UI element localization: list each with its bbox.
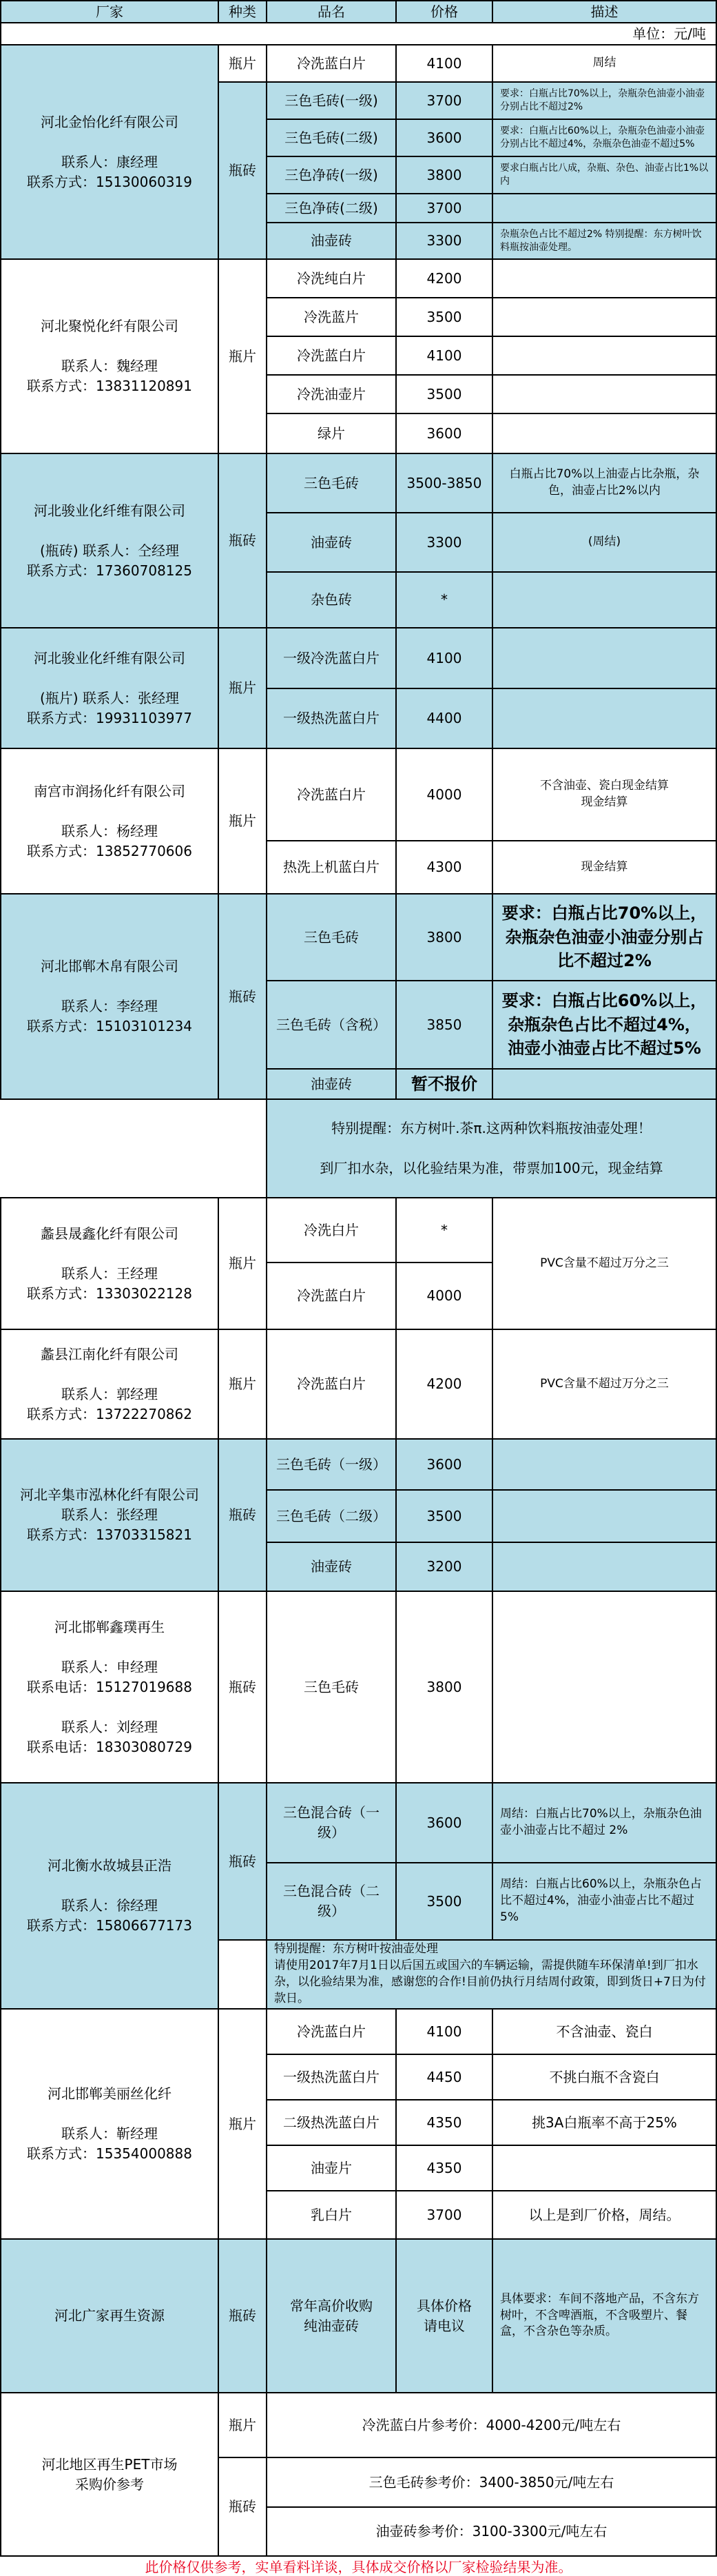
- desc-cell: (周结): [492, 512, 717, 573]
- product-cell: 冷洗蓝白片: [266, 2008, 397, 2055]
- type-cell: 瓶片: [218, 258, 267, 454]
- price-cell: 3500: [395, 297, 493, 337]
- desc-cell: 要求：白瓶占比70%以上，杂瓶杂色油壶小油壶分别占比不超过2%: [492, 81, 717, 120]
- product-cell: 油壶片: [266, 2145, 397, 2191]
- desc-cell: 要求白瓶占比八成，杂瓶、杂色、油壶占比1%以内: [492, 156, 717, 194]
- desc-cell: 具体要求：车间不落地产品，不含东方树叶，不含啤酒瓶，不含吸塑片、餐盒，不含杂色等杂质。: [492, 2238, 717, 2393]
- product-cell: 杂色砖: [266, 571, 397, 628]
- factory-cell: 河北辛集市泓林化纤有限公司 联系人：张经理 联系方式：13703315821: [0, 1438, 219, 1592]
- desc-cell: 不挑白瓶不含瓷白: [492, 2054, 717, 2100]
- price-cell: 3800: [395, 893, 493, 981]
- factory-cell: 蠡县晟鑫化纤有限公司 联系人：王经理 联系方式：13303022128: [0, 1197, 219, 1330]
- desc-cell: PVC含量不超过万分之三: [492, 1197, 717, 1330]
- reference-price: 油壶砖参考价：3100-3300元/吨左右: [266, 2506, 717, 2557]
- product-cell: 冷洗蓝白片: [266, 336, 397, 376]
- price-cell: 3700: [395, 2190, 493, 2240]
- type-cell: 瓶砖: [218, 893, 267, 1100]
- price-cell: 3600: [395, 1782, 493, 1863]
- desc-cell: [492, 1489, 717, 1543]
- factory-cell: 蠡县江南化纤有限公司 联系人：郭经理 联系方式：13722270862: [0, 1329, 219, 1440]
- type-cell: 瓶片: [218, 2008, 267, 2240]
- product-cell: 三色毛砖（含税）: [266, 980, 397, 1070]
- price-cell: 3600: [395, 1438, 493, 1491]
- desc-cell: 白瓶占比70%以上油壶占比杂瓶，杂色，油壶占比2%以内: [492, 453, 717, 513]
- product-cell: 二级热洗蓝白片: [266, 2099, 397, 2146]
- product-cell: 三色毛砖（一级）: [266, 1438, 397, 1491]
- header-product: 品名: [266, 0, 397, 23]
- price-cell: 3300: [395, 512, 493, 573]
- unit-label: 单位：元/吨: [0, 22, 717, 45]
- price-cell: 3500-3850: [395, 453, 493, 513]
- desc-cell: 杂瓶杂色占比不超过2% 特别提醒：东方树叶饮料瓶按油壶处理。: [492, 222, 717, 260]
- factory-cell: 南宫市润扬化纤有限公司 联系人：杨经理 联系方式：13852770606: [0, 748, 219, 895]
- factory-cell: 河北邯郸美丽丝化纤 联系人：靳经理 联系方式：15354000888: [0, 2008, 219, 2240]
- factory-cell: 河北骏业化纤维有限公司 (瓶片) 联系人：张经理 联系方式：19931103977: [0, 627, 219, 749]
- product-cell: 三色混合砖（一级）: [266, 1782, 397, 1863]
- product-cell: 三色毛砖: [266, 1591, 397, 1783]
- type-cell: 瓶片: [218, 2392, 267, 2458]
- product-cell: 绿片: [266, 413, 397, 454]
- price-cell: 4000: [395, 1262, 493, 1330]
- desc-cell: 挑3A白瓶率不高于25%: [492, 2099, 717, 2146]
- product-cell: 冷洗蓝白片: [266, 1262, 397, 1330]
- desc-cell: 要求：白瓶占比60%以上，杂瓶杂色占比不超过4%，油壶小油壶占比不超过5%: [492, 980, 717, 1070]
- price-cell: 3200: [395, 1542, 493, 1592]
- type-cell: 瓶砖: [218, 81, 267, 260]
- factory-cell: 河北地区再生PET市场 采购价参考: [0, 2392, 219, 2557]
- factory-cell: 河北聚悦化纤有限公司 联系人：魏经理 联系方式：13831120891: [0, 258, 219, 454]
- desc-cell: [492, 627, 717, 689]
- reference-price: 冷洗蓝白片参考价：4000-4200元/吨左右: [266, 2392, 717, 2458]
- desc-cell: [492, 1542, 717, 1592]
- desc-cell: 以上是到厂价格，周结。: [492, 2190, 717, 2240]
- desc-cell: 要求：白瓶占比70%以上，杂瓶杂色油壶小油壶分别占比不超过2%: [492, 893, 717, 981]
- desc-cell: PVC含量不超过万分之三: [492, 1329, 717, 1440]
- price-cell: 3700: [395, 81, 493, 120]
- desc-cell: [492, 688, 717, 749]
- product-cell: 热洗上机蓝白片: [266, 840, 397, 895]
- factory-cell: 河北金怡化纤有限公司 联系人：康经理 联系方式：15130060319: [0, 44, 219, 260]
- product-cell: 油壶砖: [266, 222, 397, 260]
- price-cell: 4100: [395, 336, 493, 376]
- product-cell: 三色毛砖: [266, 893, 397, 981]
- desc-cell: 周结：白瓶占比70%以上，杂瓶杂色油壶小油壶占比不超过 2%: [492, 1782, 717, 1863]
- type-cell: 瓶砖: [218, 1782, 267, 1941]
- desc-cell: [492, 571, 717, 628]
- price-cell: *: [395, 1197, 493, 1263]
- product-cell: 三色毛砖(一级): [266, 81, 397, 120]
- price-cell: 3800: [395, 1591, 493, 1783]
- desc-cell: [492, 1438, 717, 1491]
- price-cell: 3300: [395, 222, 493, 260]
- price-cell: *: [395, 571, 493, 628]
- price-cell: 4100: [395, 2008, 493, 2055]
- price-cell: 具体价格 请电议: [395, 2238, 493, 2393]
- disclaimer-footer: 此价格仅供参考，实单看料详谈，具体成交价格以厂家检验结果为准。: [145, 2558, 572, 2575]
- type-cell: 瓶砖: [218, 453, 267, 628]
- factory-cell: 河北邯郸鑫璞再生 联系人：申经理 联系电话：15127019688 联系人：刘经理 联系电话：18303080729: [0, 1591, 219, 1783]
- desc-cell: [492, 1591, 717, 1783]
- special-note: 特别提醒：东方树叶.茶π.这两种饮料瓶按油壶处理！ 到厂扣水杂，以化验结果为准，带票加100元，现金结算: [266, 1098, 717, 1198]
- factory-cell: 河北骏业化纤维有限公司 (瓶砖) 联系人：仝经理 联系方式：17360708125: [0, 453, 219, 628]
- desc-cell: [492, 1068, 717, 1100]
- product-cell: 冷洗油壶片: [266, 374, 397, 414]
- type-cell: 瓶片: [218, 1329, 267, 1440]
- price-cell: 暂不报价: [395, 1068, 493, 1100]
- product-cell: 三色毛砖: [266, 453, 397, 513]
- type-cell: 瓶砖: [218, 2238, 267, 2393]
- price-cell: 4200: [395, 1329, 493, 1440]
- price-cell: 4100: [395, 44, 493, 83]
- product-cell: 冷洗纯白片: [266, 258, 397, 298]
- desc-cell: 周结：白瓶占比60%以上，杂瓶杂色占比不超过4%，油壶小油壶占比不超过5%: [492, 1862, 717, 1941]
- price-cell: 4350: [395, 2099, 493, 2146]
- product-cell: 三色毛砖(二级): [266, 119, 397, 157]
- factory-cell: 河北邯郸木帛有限公司 联系人：李经理 联系方式：15103101234: [0, 893, 219, 1100]
- product-cell: 油壶砖: [266, 1542, 397, 1592]
- price-cell: 4100: [395, 627, 493, 689]
- product-cell: 一级热洗蓝白片: [266, 688, 397, 749]
- type-cell: 瓶砖: [218, 1438, 267, 1592]
- type-cell: 瓶片: [218, 748, 267, 895]
- product-cell: 冷洗蓝白片: [266, 44, 397, 83]
- product-cell: 油壶砖: [266, 512, 397, 573]
- product-cell: 三色净砖(二级): [266, 193, 397, 223]
- desc-cell: 现金结算: [492, 840, 717, 895]
- price-cell: 3800: [395, 156, 493, 194]
- price-cell: 4400: [395, 688, 493, 749]
- factory-cell: 河北广家再生资源: [0, 2238, 219, 2393]
- product-cell: 三色毛砖（二级）: [266, 1489, 397, 1543]
- desc-cell: [492, 193, 717, 223]
- desc-cell: 周结: [492, 44, 717, 83]
- desc-cell: [492, 258, 717, 298]
- product-cell: 冷洗蓝白片: [266, 1329, 397, 1440]
- special-note: 特别提醒：东方树叶按油壶处理 请使用2017年7月1日以后国五或国六的车辆运输，需提供随车环保清单!到厂扣水杂，以化验结果为准，感谢您的合作!目前仍执行月结周付政策，即到货日+7日为付款日。: [266, 1939, 717, 2010]
- reference-price: 三色毛砖参考价：3400-3850元/吨左右: [266, 2457, 717, 2508]
- header-type: 种类: [218, 0, 267, 23]
- price-cell: 3700: [395, 193, 493, 223]
- product-cell: 乳白片: [266, 2190, 397, 2240]
- price-cell: 3600: [395, 119, 493, 157]
- header-price: 价格: [395, 0, 493, 23]
- price-cell: 3500: [395, 1862, 493, 1941]
- desc-cell: 要求：白瓶占比60%以上，杂瓶杂色油壶小油壶分别占比不超过4%，杂瓶杂色油壶不超过5%: [492, 119, 717, 157]
- product-cell: 冷洗蓝白片: [266, 748, 397, 841]
- product-cell: 冷洗白片: [266, 1197, 397, 1263]
- product-cell: 三色净砖(一级): [266, 156, 397, 194]
- type-cell: 瓶砖: [218, 2457, 267, 2557]
- product-cell: 油壶砖: [266, 1068, 397, 1100]
- type-cell: 瓶片: [218, 44, 267, 83]
- desc-cell: 不含油壶、瓷白: [492, 2008, 717, 2055]
- price-cell: 3600: [395, 413, 493, 454]
- price-cell: 3500: [395, 374, 493, 414]
- product-cell: 冷洗蓝片: [266, 297, 397, 337]
- type-cell: 瓶片: [218, 627, 267, 749]
- price-cell: 4200: [395, 258, 493, 298]
- type-cell: 瓶砖: [218, 1591, 267, 1783]
- price-cell: 3850: [395, 980, 493, 1070]
- desc-cell: [492, 297, 717, 337]
- product-cell: 一级热洗蓝白片: [266, 2054, 397, 2100]
- header-desc: 描述: [492, 0, 717, 23]
- desc-cell: [492, 336, 717, 376]
- desc-cell: [492, 2145, 717, 2191]
- desc-cell: 不含油壶、瓷白现金结算 现金结算: [492, 748, 717, 841]
- price-cell: 4450: [395, 2054, 493, 2100]
- product-cell: 三色混合砖（二级）: [266, 1862, 397, 1941]
- factory-cell: 河北衡水故城县正浩 联系人：徐经理 联系方式：15806677173: [0, 1782, 219, 2010]
- product-cell: 常年高价收购 纯油壶砖: [266, 2238, 397, 2393]
- price-cell: 4000: [395, 748, 493, 841]
- price-cell: 4300: [395, 840, 493, 895]
- price-cell: 4350: [395, 2145, 493, 2191]
- type-cell: 瓶片: [218, 1197, 267, 1330]
- price-cell: 3500: [395, 1489, 493, 1543]
- header-factory: 厂家: [0, 0, 219, 23]
- product-cell: 一级冷洗蓝白片: [266, 627, 397, 689]
- desc-cell: [492, 413, 717, 454]
- desc-cell: [492, 374, 717, 414]
